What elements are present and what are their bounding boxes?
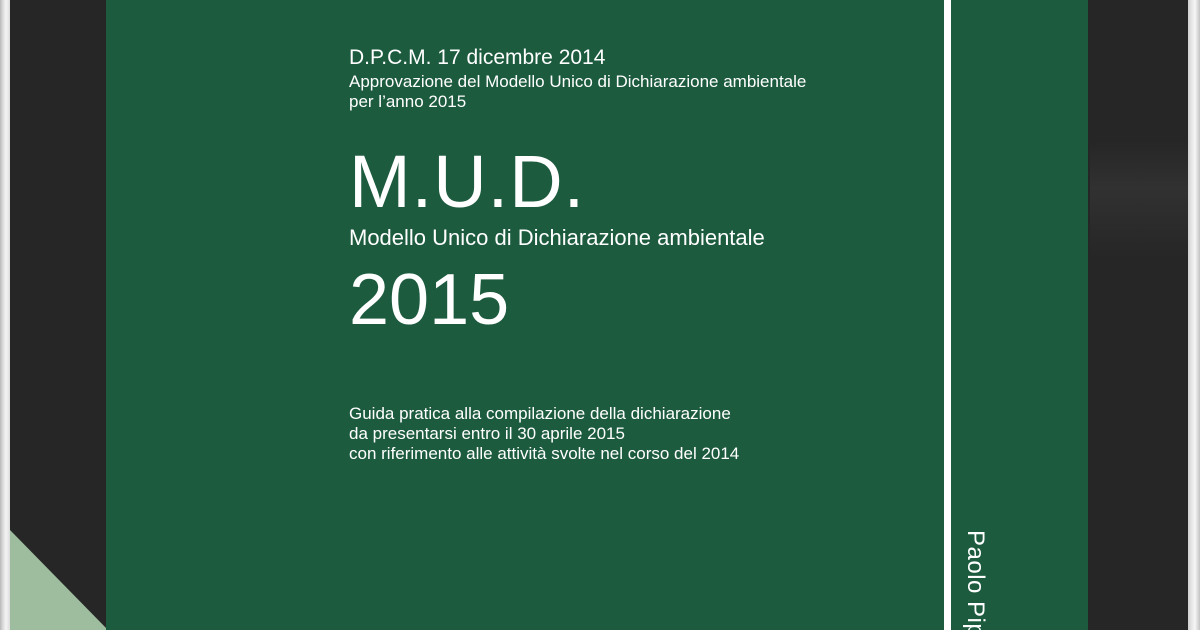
year-label: 2015 bbox=[349, 260, 510, 340]
guide-description bbox=[349, 404, 739, 464]
spine-divider bbox=[944, 0, 951, 630]
main-title: M.U.D. bbox=[349, 140, 586, 223]
device-frame-right-edge bbox=[1188, 0, 1200, 630]
decree-title: D.P.C.M. 17 dicembre 2014 bbox=[349, 46, 606, 69]
guide-line: Guida pratica alla compilazione della dichiarazione bbox=[349, 404, 731, 423]
main-subtitle: Modello Unico di Dichiarazione ambientale bbox=[349, 225, 765, 250]
guide-line: con riferimento alle attività svolte nel corso del 2014 bbox=[349, 444, 740, 463]
bezel-glare bbox=[1090, 140, 1188, 260]
decree-subtitle-line: Approvazione del Modello Unico di Dichiarazione ambientale bbox=[349, 72, 807, 91]
decree-subtitle bbox=[349, 72, 806, 112]
spine-author: Paolo Pip bbox=[962, 530, 989, 637]
corner-green-triangle bbox=[10, 530, 108, 630]
guide-line: da presentarsi entro il 30 aprile 2015 bbox=[349, 424, 625, 443]
decree-subtitle-line: per l’anno 2015 bbox=[349, 92, 467, 111]
